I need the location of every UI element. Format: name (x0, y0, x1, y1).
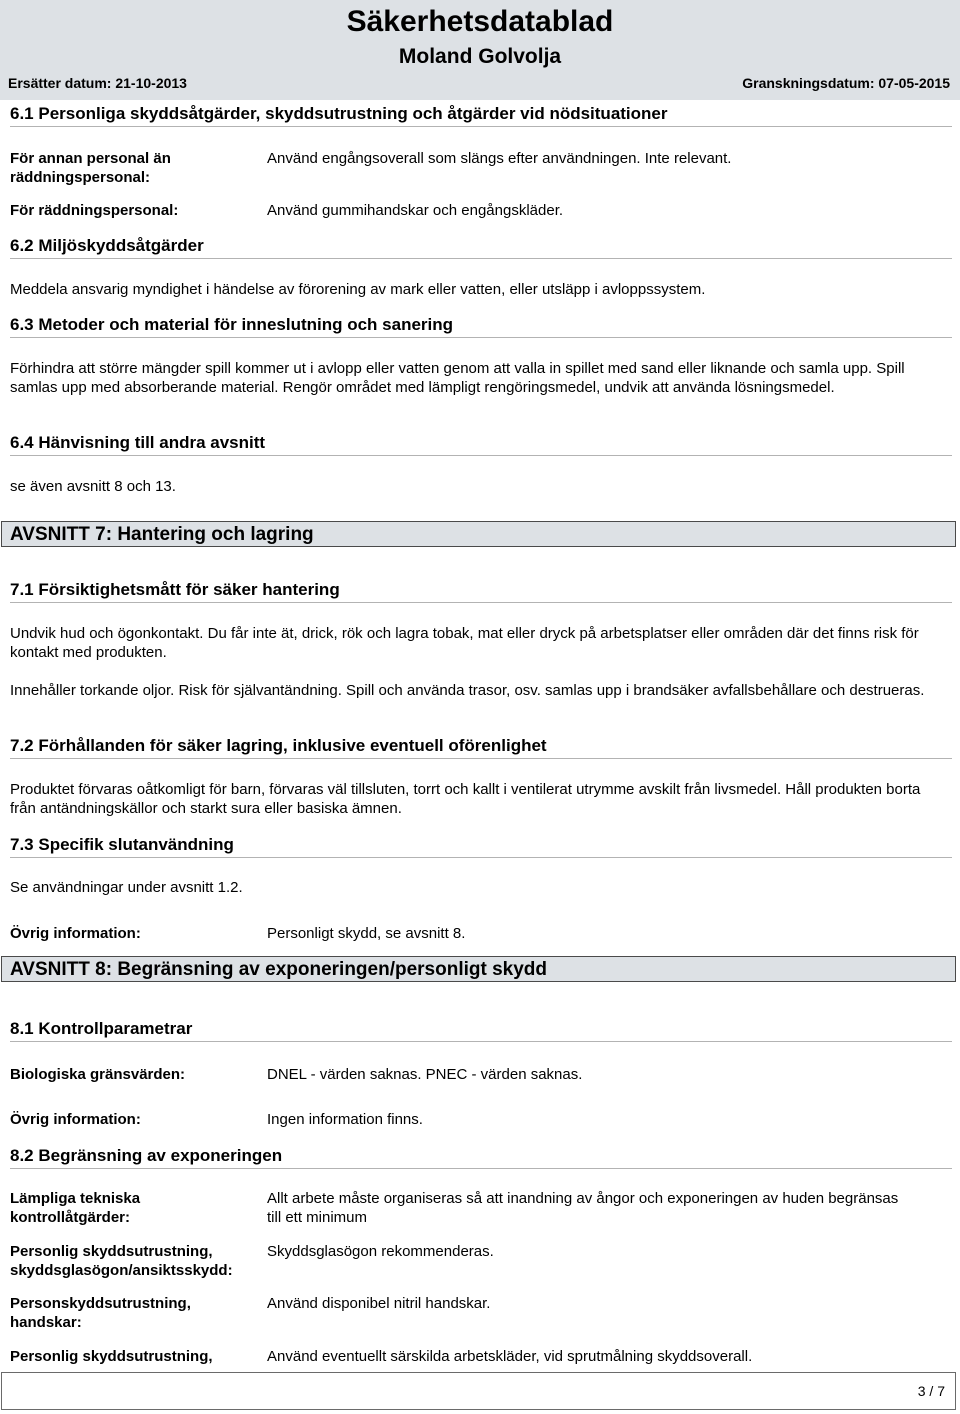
label-technical-controls: Lämpliga tekniska kontrollåtgärder: (10, 1190, 141, 1226)
text-7-2: Produktet förvaras oåtkomligt för barn, förvaras väl tillsluten, torrt och kallt i ventilerat utrymme avskilt från livsmedel. Håll produkten borta från antändningskällor och starkt sura eller basiska ämnen. (10, 781, 921, 817)
heading-7-3: 7.3 Specifik slutanvändning (10, 834, 952, 858)
label-other-info-8: Övrig information: (10, 1111, 141, 1128)
label-body-protection: Personlig skyddsutrustning, (10, 1348, 213, 1365)
heading-7-2: 7.2 Förhållanden för säker lagring, inklusive eventuell oförenlighet (10, 735, 952, 759)
document-header (0, 0, 960, 100)
page-number: 3 / 7 (917, 1383, 945, 1399)
value-other-info-8: Ingen information finns. (267, 1111, 423, 1128)
text-6-3: Förhindra att större mängder spill kommer ut i avlopp eller vatten genom att valla in spillet med sand eller liknande och samla upp. Spill samlas upp med absorberande material. Rengör området med lämpligt rengöringsmedel, undvik att använda lösningsmedel. (10, 360, 905, 396)
value-other-info-7: Personligt skydd, se avsnitt 8. (267, 925, 466, 942)
text-6-2: Meddela ansvarig myndighet i händelse av förorening av mark eller vatten, eller utsläpp i avloppssystem. (10, 281, 706, 298)
text-7-1-b: Innehåller torkande oljor. Risk för självantändning. Spill och använda trasor, osv. samlas upp i brandsäker avfallsbehållare och destrueras. (10, 682, 925, 699)
text-6-4: se även avsnitt 8 och 13. (10, 478, 176, 495)
value-body-protection: Använd eventuellt särskilda arbetskläder, vid sprutmålning skyddsoverall. (267, 1348, 753, 1365)
section-8-banner (1, 956, 956, 982)
product-name: Moland Golvolja (398, 45, 562, 68)
heading-8-2: 8.2 Begränsning av exponeringen (10, 1145, 952, 1169)
value-rescue-personnel: Använd gummihandskar och engångskläder. (267, 202, 564, 219)
value-biological-limits: DNEL - värden saknas. PNEC - värden saknas. (267, 1066, 583, 1083)
label-gloves: Personskyddsutrustning, handskar: (10, 1295, 191, 1331)
heading-6-2: 6.2 Miljöskyddsåtgärder (10, 235, 952, 259)
value-gloves: Använd disponibel nitril handskar. (267, 1295, 491, 1312)
text-7-1-a: Undvik hud och ögonkontakt. Du får inte ät, drick, rök och lagra tobak, mat eller dryck på arbetsplatser eller områden där det finns risk för kontakt med produkten. (10, 625, 919, 661)
value-eye-protection: Skyddsglasögon rekommenderas. (267, 1243, 494, 1260)
value-technical-controls: Allt arbete måste organiseras så att inandning av ångor och exponeringen av huden begränsas till ett minimum (267, 1190, 899, 1226)
heading-6-3: 6.3 Metoder och material för inneslutning och sanering (10, 314, 952, 338)
review-date: Granskningsdatum: 07-05-2015 (742, 75, 950, 91)
section-7-title: AVSNITT 7: Hantering och lagring (10, 524, 314, 545)
value-other-personnel: Använd engångsoverall som slängs efter användningen. Inte relevant. (267, 150, 732, 167)
label-eye-protection: Personlig skyddsutrustning, skyddsglasögon/ansiktsskydd: (10, 1243, 233, 1279)
label-other-info-7: Övrig information: (10, 925, 141, 942)
section-8-title: AVSNITT 8: Begränsning av exponeringen/personligt skydd (10, 959, 548, 980)
heading-7-1: 7.1 Försiktighetsmått för säker hantering (10, 579, 952, 603)
heading-6-4: 6.4 Hänvisning till andra avsnitt (10, 432, 952, 456)
page-footer (1, 1372, 956, 1410)
section-7-banner (1, 521, 956, 547)
document-title: Säkerhetsdatablad (346, 5, 614, 38)
label-rescue-personnel: För räddningspersonal: (10, 202, 179, 219)
label-biological-limits: Biologiska gränsvärden: (10, 1066, 186, 1083)
replaces-date: Ersätter datum: 21-10-2013 (8, 75, 187, 91)
heading-6-1: 6.1 Personliga skyddsåtgärder, skyddsutrustning och åtgärder vid nödsituationer (10, 103, 952, 127)
heading-8-1: 8.1 Kontrollparametrar (10, 1018, 952, 1042)
label-other-personnel: För annan personal än räddningspersonal: (10, 150, 171, 186)
text-7-3: Se användningar under avsnitt 1.2. (10, 879, 243, 896)
